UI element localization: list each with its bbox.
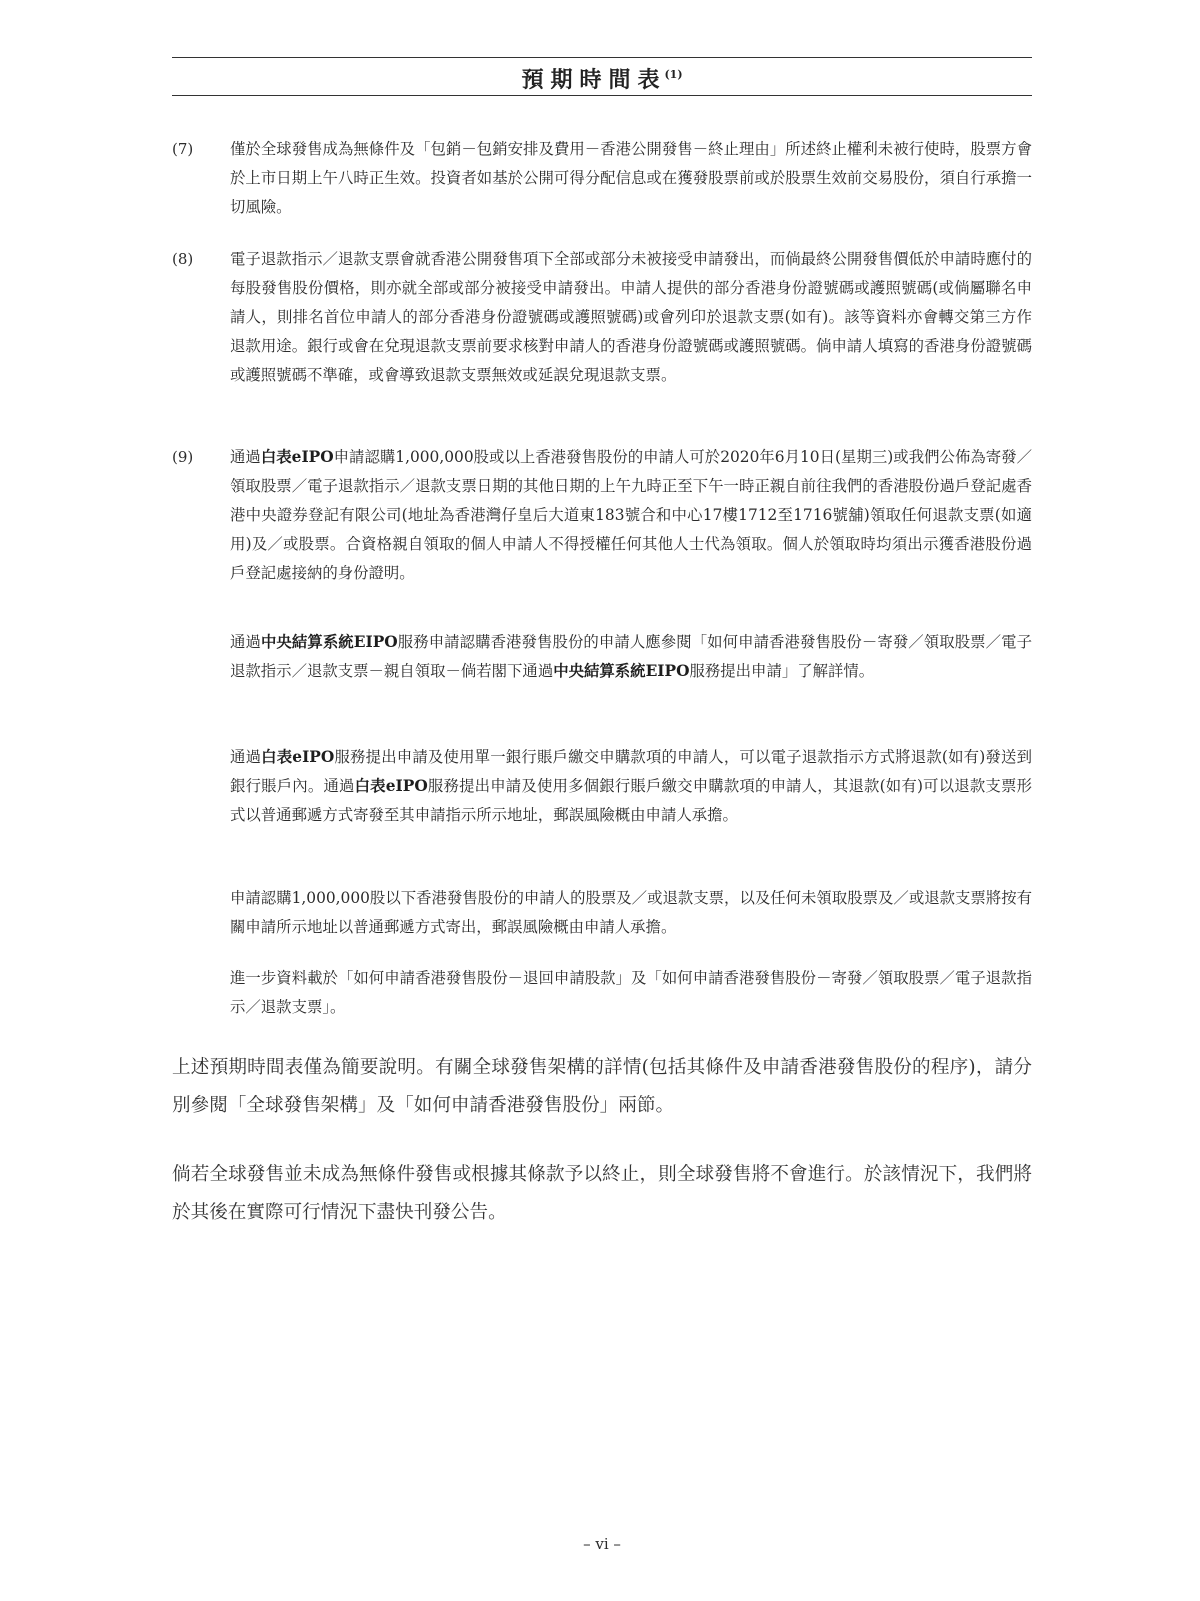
note-8 xyxy=(172,245,1032,390)
note-7 xyxy=(172,135,1032,222)
note-9 xyxy=(172,443,1032,588)
page-number: – vi – xyxy=(583,1535,621,1553)
note-number: (7) xyxy=(172,140,194,158)
header-rule-bottom xyxy=(172,95,1032,96)
paragraph-text-part: 通過 xyxy=(230,748,262,766)
note-number: (8) xyxy=(172,250,194,268)
paragraph-text-bold: 中央結算系統EIPO xyxy=(553,662,690,680)
paragraph-text-part: 通過 xyxy=(230,633,261,651)
note-text-part: 申請認購1,000,000股或以上香港發售股份的申請人可於2020年6月10日(星期三)或我們公佈為寄發／領取股票／電子退款指示／退款支票日期的其他日期的上午九時正至下午一時正親自前往我們的香港股份過戶登記處香港中央證券登記有限公司(地址為香港灣仔皇后大道東183號合和中心17樓1712至1716號舖)領取任何退款支票(如適用)及／或股票。合資格親自領取的個人申請人不得授權任何其他人士代為領取。個人於領取時均須出示獲香港股份過戶登記處接納的身份證明。 xyxy=(230,448,1032,582)
paragraph-text-bold: 中央結算系統EIPO xyxy=(260,633,398,651)
summary-paragraph-2: 倘若全球發售並未成為無條件發售或根據其條款予以終止，則全球發售將不會進行。於該情況下，我們將於其後在實際可行情況下盡快刊發公告。 xyxy=(172,1164,1032,1223)
white-form-eipo-paragraph xyxy=(230,743,1032,830)
below-threshold-paragraph: 申請認購1,000,000股以下香港發售股份的申請人的股票及／或退款支票，以及任何未領取股票及／或退款支票將按有關申請所示地址以普通郵遞方式寄出，郵誤風險概由申請人承擔。 xyxy=(230,889,1032,936)
title-footnote-marker: (1) xyxy=(664,68,683,81)
page-title-text: 預期時間表 xyxy=(521,67,667,93)
paragraph-text-part: 服務提出申請」了解詳情。 xyxy=(689,662,875,680)
note-text-bold: 白表eIPO xyxy=(260,448,334,466)
note-text: 僅於全球發售成為無條件及「包銷－包銷安排及費用－香港公開發售－終止理由」所述終止權利未被行使時，股票方會於上市日期上午八時正生效。投資者如基於公開可得分配信息或在獲發股票前或於股票生效前交易股份，須自行承擔一切風險。 xyxy=(230,140,1032,216)
note-text-part: 通過 xyxy=(230,448,261,466)
paragraph-text-part: 服務申請認購香港發售股份的申請人應參閱「如何申請香港發售股份－寄發／領取股票／電子退款指示／退款支票－親自領取－倘若閣下通過 xyxy=(230,633,1032,680)
paragraph-text-bold: 白表eIPO xyxy=(261,748,335,766)
header-rule-top xyxy=(172,57,1032,58)
paragraph-text-part: 服務提出申請及使用多個銀行賬戶繳交申購款項的申請人，其退款(如有)可以退款支票形式以普通郵遞方式寄發至其申請指示所示地址，郵誤風險概由申請人承擔。 xyxy=(230,777,1032,824)
ccass-eipo-paragraph xyxy=(230,628,1032,686)
note-number: (9) xyxy=(172,448,194,466)
paragraph-text-bold: 白表eIPO xyxy=(354,777,428,795)
paragraph-text-part: 服務提出申請及使用單一銀行賬戶繳交申購款項的申請人，可以電子退款指示方式將退款(如有)發送到銀行賬戶內。通過 xyxy=(230,748,1032,795)
note-text: 電子退款指示／退款支票會就香港公開發售項下全部或部分未被接受申請發出，而倘最終公開發售價低於申請時應付的每股發售股份價格，則亦就全部或部分被接受申請發出。申請人提供的部分香港身份證號碼或護照號碼(或倘屬聯名申請人，則排名首位申請人的部分香港身份證號碼或護照號碼)或會列印於退款支票(如有)。該等資料亦會轉交第三方作退款用途。銀行或會在兌現退款支票前要求核對申請人的香港身份證號碼或護照號碼。倘申請人填寫的香港身份證號碼或護照號碼不準確，或會導致退款支票無效或延誤兌現退款支票。 xyxy=(230,250,1032,384)
further-info-paragraph: 進一步資料載於「如何申請香港發售股份－退回申請股款」及「如何申請香港發售股份－寄發／領取股票／電子退款指示／退款支票」。 xyxy=(230,969,1032,1016)
page-title xyxy=(172,63,1032,94)
note-text xyxy=(230,443,1032,588)
summary-paragraph-1: 上述預期時間表僅為簡要說明。有關全球發售架構的詳情(包括其條件及申請香港發售股份的程序)，請分別參閱「全球發售架構」及「如何申請香港發售股份」兩節。 xyxy=(172,1057,1032,1116)
